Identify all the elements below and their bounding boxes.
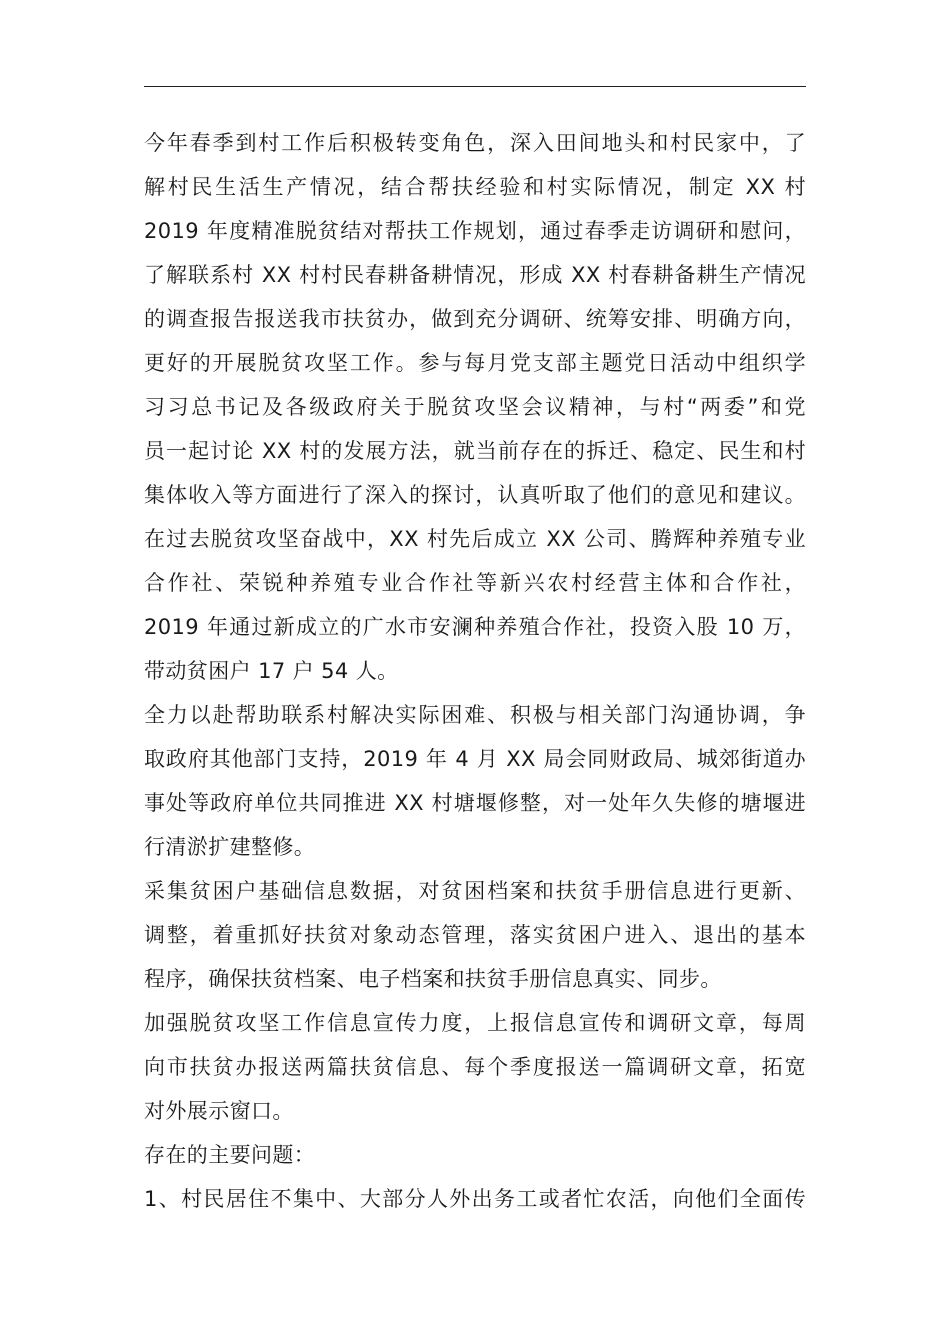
text-line: 取政府其他部门支持，2019 年 4 月 XX 局会同财政局、城郊街道办 [144,747,806,771]
text-line: 了解联系村 XX 村村民春耕备耕情况，形成 XX 村春耕备耕生产情况 [144,263,806,287]
text-line: 2019 年通过新成立的广水市安澜种养殖合作社，投资入股 10 万， [144,615,806,639]
text-line: 调整，着重抓好扶贫对象动态管理，落实贫困户进入、退出的基本 [144,923,806,947]
header-rule [144,86,806,87]
text-line: 在过去脱贫攻坚奋战中，XX 村先后成立 XX 公司、腾辉种养殖专业 [144,527,806,551]
text-line: 加强脱贫攻坚工作信息宣传力度，上报信息宣传和调研文章，每周 [144,1011,806,1035]
text-line: 程序，确保扶贫档案、电子档案和扶贫手册信息真实、同步。 [144,967,722,991]
text-line: 行清淤扩建整修。 [144,835,316,859]
text-line: 全力以赴帮助联系村解决实际困难、积极与相关部门沟通协调，争 [144,703,806,727]
text-line: 合作社、荣锐种养殖专业合作社等新兴农村经营主体和合作社， [144,571,806,595]
text-line: 更好的开展脱贫攻坚工作。参与每月党支部主题党日活动中组织学 [144,351,806,375]
document-body [144,121,806,1221]
text-line: 事处等政府单位共同推进 XX 村塘堰修整，对一处年久失修的塘堰进 [144,791,806,815]
text-line: 采集贫困户基础信息数据，对贫困档案和扶贫手册信息进行更新、 [144,879,806,903]
text-line: 带动贫困户 17 户 54 人。 [144,659,399,683]
text-line: 集体收入等方面进行了深入的探讨，认真听取了他们的意见和建议。 [144,483,806,507]
text-line: 今年春季到村工作后积极转变角色，深入田间地头和村民家中，了 [144,131,806,155]
text-line: 向市扶贫办报送两篇扶贫信息、每个季度报送一篇调研文章，拓宽 [144,1055,806,1079]
text-line: 员一起讨论 XX 村的发展方法，就当前存在的拆迁、稳定、民生和村 [144,439,806,463]
text-line: 对外展示窗口。 [144,1099,294,1123]
text-line: 2019 年度精准脱贫结对帮扶工作规划，通过春季走访调研和慰问， [144,219,806,243]
text-line: 的调查报告报送我市扶贫办，做到充分调研、统筹安排、明确方向， [144,307,806,331]
text-line: 习习总书记及各级政府关于脱贫攻坚会议精神，与村“两委”和党 [144,395,806,419]
text-line: 解村民生活生产情况，结合帮扶经验和村实际情况，制定 XX 村 [144,175,806,199]
text-line: 存在的主要问题： [144,1143,316,1167]
text-line: 1、村民居住不集中、大部分人外出务工或者忙农活，向他们全面传 [144,1187,806,1211]
